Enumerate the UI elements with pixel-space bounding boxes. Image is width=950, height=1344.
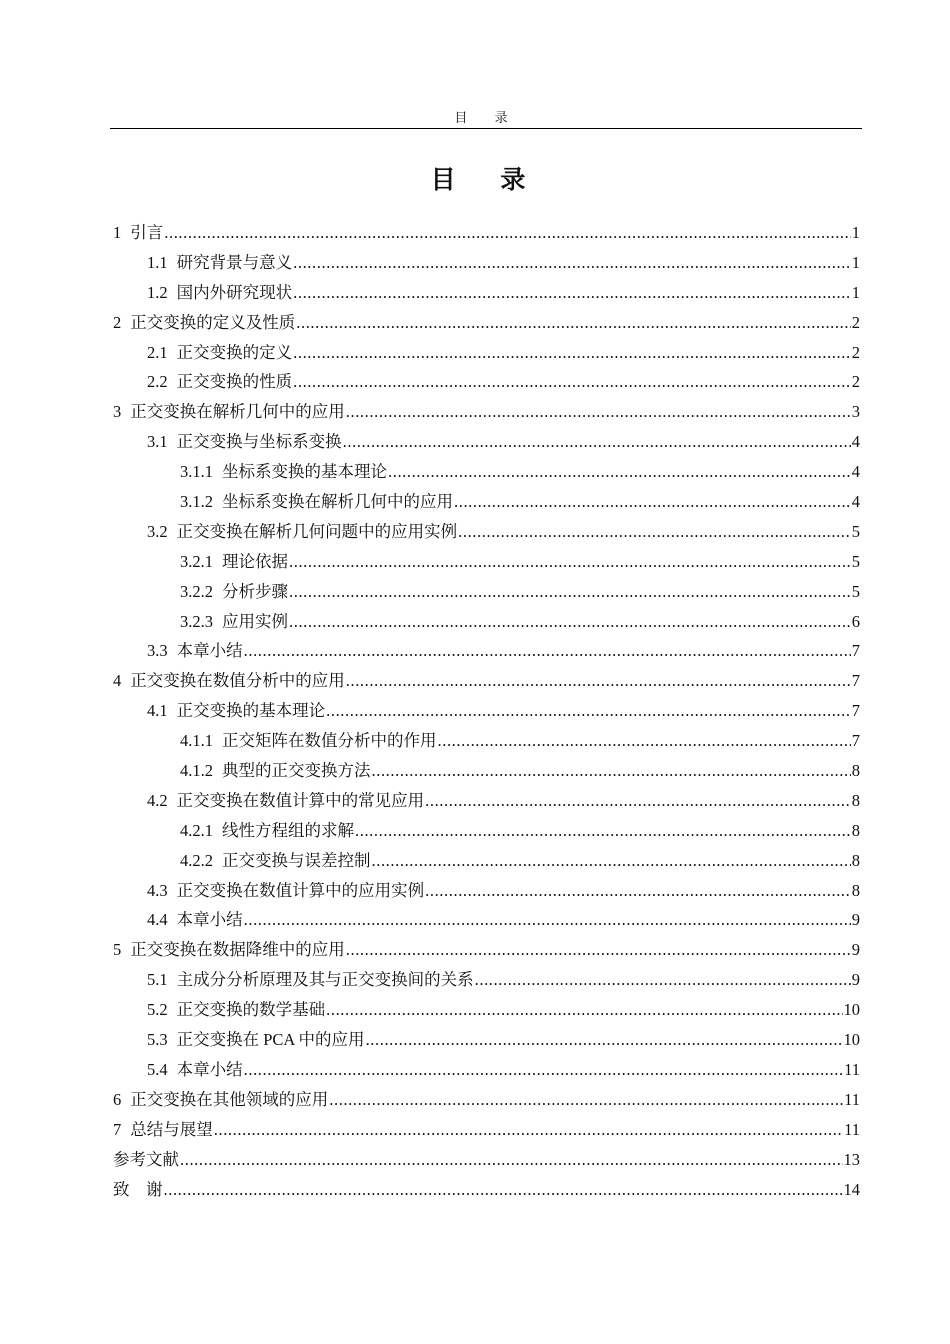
toc-entry-page: 1 (851, 252, 860, 272)
toc-entry[interactable] (113, 218, 860, 248)
toc-entry-page: 7 (851, 671, 860, 691)
toc-entry-number: 5.1 (147, 970, 168, 990)
toc-entry-label: 坐标系变换的基本理论 (222, 462, 387, 482)
toc-entry-label: 坐标系变换在解析几何中的应用 (222, 492, 453, 512)
toc-entry-page: 6 (851, 611, 860, 631)
toc-entry[interactable] (113, 816, 860, 846)
toc-entry-page: 10 (843, 1000, 860, 1020)
toc-entry-label: 正交变换与坐标系变换 (176, 432, 342, 452)
toc-entry-label: 主成分分析原理及其与正交变换间的关系 (176, 970, 474, 990)
page-title: 目 录 (430, 165, 544, 194)
toc-entry-number: 6 (113, 1089, 122, 1109)
toc-entry-label: 正交矩阵在数值分析中的作用 (222, 731, 437, 751)
dot-leader (372, 756, 851, 786)
toc-entry-number: 3.1.2 (180, 492, 213, 512)
toc-entry-number: 4.2 (147, 790, 168, 810)
toc-entry-page: 5 (851, 551, 860, 571)
dot-leader (475, 965, 851, 995)
running-header: 目 录 (454, 110, 520, 125)
toc-entry-label: 参考文献 (113, 1149, 179, 1169)
dot-leader (346, 935, 851, 965)
dot-leader (293, 278, 851, 308)
toc-entry[interactable] (113, 308, 860, 338)
toc-entry-page: 7 (851, 641, 860, 661)
toc-entry-page: 7 (851, 731, 860, 751)
dot-leader (293, 338, 851, 368)
dot-leader (244, 1055, 843, 1085)
toc-entry-page: 11 (844, 1089, 860, 1109)
toc-entry[interactable] (113, 338, 860, 368)
dot-leader (296, 308, 851, 338)
dot-leader (164, 218, 851, 248)
toc-entry-page: 10 (843, 1030, 860, 1050)
toc-entry-label: 正交变换在解析几何中的应用 (130, 402, 345, 422)
toc-entry-label: 正交变换在数值计算中的应用实例 (176, 880, 425, 900)
toc-entry-number: 7 (113, 1119, 122, 1139)
toc-entry-page: 8 (851, 820, 860, 840)
dot-leader (343, 427, 851, 457)
toc-entry-page: 9 (851, 910, 860, 930)
dot-leader (289, 607, 851, 637)
toc-entry-label: 典型的正交变换方法 (222, 761, 371, 781)
toc-entry-page: 5 (851, 581, 860, 601)
toc-entry-number: 5.3 (147, 1030, 168, 1050)
toc-entry-page: 1 (851, 282, 860, 302)
toc-entry-label: 理论依据 (222, 551, 288, 571)
toc-entry-label: 正交变换的基本理论 (176, 701, 326, 721)
toc-entry-page: 9 (851, 970, 860, 990)
toc-entry-label: 正交变换在数据降维中的应用 (130, 940, 345, 960)
toc-entry[interactable] (113, 995, 860, 1025)
toc-entry-page: 3 (851, 402, 860, 422)
dot-leader (454, 487, 851, 517)
toc-entry-page: 8 (851, 790, 860, 810)
toc-entry-label: 本章小结 (176, 1059, 243, 1079)
toc-entry-label: 研究背景与意义 (176, 252, 293, 272)
dot-leader (293, 367, 851, 397)
toc-entry-page: 2 (851, 312, 860, 332)
toc-entry-label: 正交变换的数学基础 (176, 1000, 326, 1020)
dot-leader (326, 696, 851, 726)
toc-entry[interactable] (113, 487, 860, 517)
toc-entry-page: 4 (851, 432, 860, 452)
toc-entry-label: 本章小结 (176, 910, 243, 930)
toc-entry-label: 引言 (130, 223, 164, 242)
toc-entry-number: 4.2.1 (180, 820, 213, 840)
dot-leader (214, 1115, 843, 1145)
toc-entry[interactable] (113, 278, 860, 308)
toc-entry-label: 正交变换在解析几何问题中的应用实例 (176, 521, 458, 541)
toc-entry-number: 2 (113, 312, 122, 332)
toc-entry[interactable] (113, 427, 860, 457)
dot-leader (425, 786, 851, 816)
toc-entry-number: 4.1.1 (180, 731, 213, 751)
toc-entry[interactable] (113, 1025, 860, 1055)
toc-entry-number: 5.4 (147, 1059, 168, 1079)
toc-entry-label: 应用实例 (222, 611, 288, 631)
toc-entry-number: 3 (113, 402, 122, 422)
toc-entry-label: 正交变换的性质 (176, 372, 293, 392)
toc-entry-number: 3.1.1 (180, 462, 213, 482)
toc-entry-number: 2.1 (147, 342, 168, 362)
dot-leader (372, 846, 851, 876)
toc-entry[interactable] (113, 547, 860, 577)
toc-entry[interactable] (113, 636, 860, 666)
toc-entry-number: 4.1 (147, 701, 168, 721)
toc-entry[interactable] (113, 1115, 860, 1145)
dot-leader (180, 1145, 843, 1175)
toc-entry-label: 正交变换在其他领域的应用 (130, 1089, 329, 1109)
toc-entry-number: 4.3 (147, 880, 168, 900)
toc-entry-page: 5 (851, 521, 860, 541)
toc-entry-label: 正交变换的定义及性质 (130, 312, 296, 332)
toc-entry-label: 正交变换在数值计算中的常见应用 (176, 790, 425, 810)
toc-entry[interactable] (113, 726, 860, 756)
toc-entry-page: 1 (851, 223, 860, 242)
toc-entry[interactable] (113, 756, 860, 786)
toc-entry-number: 3.2.3 (180, 611, 213, 631)
toc-entry-number: 1 (113, 223, 122, 242)
toc-entry-label: 本章小结 (176, 641, 243, 661)
toc-entry-number: 3.1 (147, 432, 168, 452)
toc-entry-label: 国内外研究现状 (176, 282, 293, 302)
toc-entry[interactable] (113, 607, 860, 637)
toc-entry[interactable] (113, 1175, 860, 1205)
dot-leader (289, 547, 851, 577)
toc-entry-page: 14 (843, 1179, 860, 1199)
toc-entry-number: 1.2 (147, 282, 168, 302)
toc-entry-label: 正交变换在数值分析中的应用 (130, 671, 345, 691)
toc-entry-number: 1.1 (147, 252, 168, 272)
dot-leader (244, 636, 851, 666)
dot-leader (346, 666, 851, 696)
toc-entry[interactable] (113, 1085, 860, 1115)
toc-entry-number: 5 (113, 940, 122, 960)
toc-entry-page: 4 (851, 492, 860, 512)
toc-entry-page: 8 (851, 850, 860, 870)
toc-entry[interactable] (113, 457, 860, 487)
toc-entry-number: 3.3 (147, 641, 168, 661)
toc-entry-number: 4.2.2 (180, 850, 213, 870)
dot-leader (289, 577, 851, 607)
toc-entry[interactable] (113, 1055, 860, 1085)
dot-leader (326, 995, 842, 1025)
toc-entry[interactable] (113, 965, 860, 995)
toc-entry-number: 3.2 (147, 521, 168, 541)
toc-entry-number: 4 (113, 671, 122, 691)
dot-leader (346, 397, 851, 427)
table-of-contents (113, 218, 860, 1204)
dot-leader (293, 248, 851, 278)
toc-entry-label: 正交变换在 PCA 中的应用 (176, 1030, 365, 1050)
dot-leader (329, 1085, 843, 1115)
toc-entry-page: 8 (851, 761, 860, 781)
dot-leader (425, 876, 851, 906)
toc-entry-page: 13 (843, 1149, 860, 1169)
toc-entry-label: 正交变换的定义 (176, 342, 293, 362)
toc-entry[interactable] (113, 786, 860, 816)
toc-entry[interactable] (113, 696, 860, 726)
toc-entry[interactable] (113, 577, 860, 607)
header-rule (110, 128, 862, 129)
toc-entry[interactable] (113, 846, 860, 876)
toc-entry-page: 8 (851, 880, 860, 900)
toc-entry-label: 正交变换与误差控制 (222, 850, 371, 870)
toc-entry-page: 7 (851, 701, 860, 721)
toc-entry[interactable] (113, 876, 860, 906)
toc-entry[interactable] (113, 935, 860, 965)
toc-entry-page: 2 (851, 372, 860, 392)
dot-leader (438, 726, 851, 756)
toc-entry-page: 4 (851, 462, 860, 482)
toc-entry[interactable] (113, 367, 860, 397)
toc-entry-page: 9 (851, 940, 860, 960)
dot-leader (458, 517, 851, 547)
dot-leader (164, 1175, 843, 1205)
toc-entry-number: 3.2.1 (180, 551, 213, 571)
toc-entry[interactable] (113, 905, 860, 935)
toc-entry[interactable] (113, 397, 860, 427)
toc-entry[interactable] (113, 1145, 860, 1175)
toc-entry-page: 11 (844, 1059, 860, 1079)
toc-entry-page: 11 (844, 1119, 860, 1139)
toc-entry-number: 4.1.2 (180, 761, 213, 781)
toc-entry-label: 致 谢 (113, 1179, 163, 1199)
toc-entry-label: 总结与展望 (130, 1119, 213, 1139)
toc-entry-page: 2 (851, 342, 860, 362)
dot-leader (366, 1025, 843, 1055)
toc-entry-number: 4.4 (147, 910, 168, 930)
toc-entry-number: 2.2 (147, 372, 168, 392)
toc-entry-label: 线性方程组的求解 (222, 820, 354, 840)
toc-entry[interactable] (113, 666, 860, 696)
toc-entry-label: 分析步骤 (222, 581, 288, 601)
toc-entry-number: 5.2 (147, 1000, 168, 1020)
dot-leader (355, 816, 851, 846)
dot-leader (388, 457, 851, 487)
toc-entry-number: 3.2.2 (180, 581, 213, 601)
dot-leader (244, 905, 851, 935)
toc-entry[interactable] (113, 517, 860, 547)
toc-entry[interactable] (113, 248, 860, 278)
